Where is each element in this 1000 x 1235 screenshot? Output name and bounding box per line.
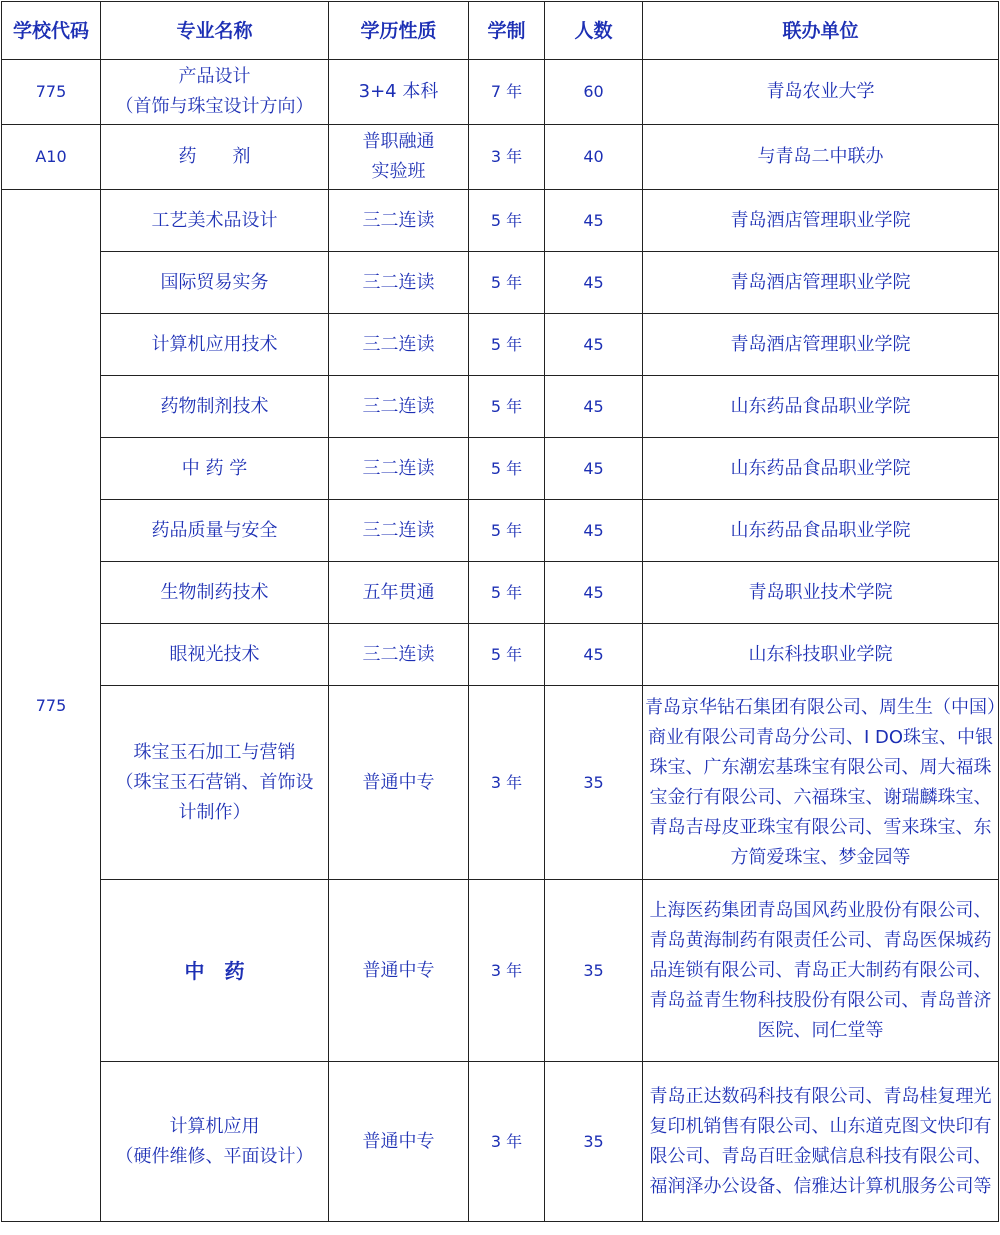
cell-term: 5 年 (469, 624, 545, 686)
cell-count: 45 (545, 376, 643, 438)
major-line: 计制作） (178, 801, 251, 823)
major-line: 药 剂 (178, 146, 251, 167)
cell-nature: 普通中专 (329, 880, 469, 1062)
table-row (2, 314, 999, 376)
cell-term: 3 年 (469, 686, 545, 880)
header-row (2, 2, 999, 60)
cell-nature: 三二连读 (329, 252, 469, 314)
cell-term: 7 年 (469, 60, 545, 125)
cell-nature: 三二连读 (329, 190, 469, 252)
cell-count: 45 (545, 624, 643, 686)
cell-nature: 三二连读 (329, 376, 469, 438)
cell-term: 3 年 (469, 1062, 545, 1222)
cell-major: 计算机应用技术 (101, 314, 329, 376)
major-line: 产品设计 (178, 66, 251, 87)
major-line: （珠宝玉石营销、首饰设 (115, 771, 314, 793)
cell-nature (329, 125, 469, 190)
table-row (2, 376, 999, 438)
cell-nature: 三二连读 (329, 624, 469, 686)
major-line: 计算机应用 (169, 1115, 260, 1137)
header-unit: 联办单位 (643, 2, 999, 60)
cell-count: 45 (545, 314, 643, 376)
cell-major: 药品质量与安全 (101, 500, 329, 562)
cell-unit: 青岛酒店管理职业学院 (643, 314, 999, 376)
cell-major (101, 60, 329, 125)
table-row (2, 60, 999, 125)
table-row (2, 438, 999, 500)
cell-major (101, 1062, 329, 1222)
cell-nature: 三二连读 (329, 314, 469, 376)
cell-count: 45 (545, 500, 643, 562)
cell-major: 药物制剂技术 (101, 376, 329, 438)
cell-term: 5 年 (469, 314, 545, 376)
cell-term: 5 年 (469, 190, 545, 252)
cell-term: 5 年 (469, 500, 545, 562)
cell-unit: 上海医药集团青岛国风药业股份有限公司、青岛黄海制药有限责任公司、青岛医保城药品连锁有限公司、青岛正大制药有限公司、青岛益青生物科技股份有限公司、青岛普济医院、同仁堂等 (643, 880, 999, 1062)
header-nature: 学历性质 (329, 2, 469, 60)
header-major: 专业名称 (101, 2, 329, 60)
cell-unit: 青岛酒店管理职业学院 (643, 252, 999, 314)
cell-term: 5 年 (469, 252, 545, 314)
cell-unit: 青岛农业大学 (643, 60, 999, 125)
cell-count: 40 (545, 125, 643, 190)
cell-code: 775 (2, 60, 101, 125)
header-term: 学制 (469, 2, 545, 60)
cell-term: 5 年 (469, 562, 545, 624)
cell-nature: 普通中专 (329, 686, 469, 880)
major-line: 珠宝玉石加工与营销 (133, 741, 296, 763)
cell-major (101, 125, 329, 190)
table-row (2, 190, 999, 252)
cell-term: 3 年 (469, 125, 545, 190)
cell-term: 3 年 (469, 880, 545, 1062)
cell-major: 工艺美术品设计 (101, 190, 329, 252)
cell-unit: 青岛正达数码科技有限公司、青岛桂复理光复印机销售有限公司、山东道克图文快印有限公司、青岛百旺金赋信息科技有限公司、福润泽办公设备、信雅达计算机服务公司等 (643, 1062, 999, 1222)
cell-major: 中 药 学 (101, 438, 329, 500)
cell-count: 45 (545, 190, 643, 252)
cell-count: 35 (545, 686, 643, 880)
table-row (2, 125, 999, 190)
table-row (2, 880, 999, 1062)
cell-nature: 三二连读 (329, 438, 469, 500)
cell-unit: 山东药品食品职业学院 (643, 500, 999, 562)
cell-unit: 山东科技职业学院 (643, 624, 999, 686)
cell-count: 45 (545, 562, 643, 624)
nature-text: 普职融通实验班 (362, 131, 435, 182)
cell-unit: 青岛职业技术学院 (643, 562, 999, 624)
header-count: 人数 (545, 2, 643, 60)
cell-term: 5 年 (469, 376, 545, 438)
cell-major: 生物制药技术 (101, 562, 329, 624)
table-row (2, 624, 999, 686)
cell-unit: 青岛京华钻石集团有限公司、周生生（中国）商业有限公司青岛分公司、I DO珠宝、中银珠宝、广东潮宏基珠宝有限公司、周大福珠宝金行有限公司、六福珠宝、谢瑞麟珠宝、青岛吉母皮亚珠宝有限公司、雪来珠宝、东方简爱珠宝、梦金园等 (643, 686, 999, 880)
enrollment-table (1, 1, 999, 1222)
cell-count: 45 (545, 252, 643, 314)
table-row (2, 686, 999, 880)
cell-major: 中 药 (101, 880, 329, 1062)
cell-nature: 3+4 本科 (329, 60, 469, 125)
table-row (2, 252, 999, 314)
cell-count: 45 (545, 438, 643, 500)
cell-term: 5 年 (469, 438, 545, 500)
table-row (2, 1062, 999, 1222)
table-row (2, 562, 999, 624)
cell-unit: 山东药品食品职业学院 (643, 376, 999, 438)
cell-nature: 三二连读 (329, 500, 469, 562)
cell-nature: 普通中专 (329, 1062, 469, 1222)
cell-major (101, 686, 329, 880)
major-line: （硬件维修、平面设计） (115, 1145, 314, 1167)
cell-count: 35 (545, 1062, 643, 1222)
header-code: 学校代码 (2, 2, 101, 60)
cell-unit: 山东药品食品职业学院 (643, 438, 999, 500)
cell-code: 775 (2, 190, 101, 1222)
cell-major: 眼视光技术 (101, 624, 329, 686)
major-line: （首饰与珠宝设计方向） (115, 96, 314, 117)
cell-major: 国际贸易实务 (101, 252, 329, 314)
cell-unit: 与青岛二中联办 (643, 125, 999, 190)
cell-count: 35 (545, 880, 643, 1062)
table-row (2, 500, 999, 562)
cell-nature: 五年贯通 (329, 562, 469, 624)
cell-unit: 青岛酒店管理职业学院 (643, 190, 999, 252)
cell-count: 60 (545, 60, 643, 125)
cell-code: A10 (2, 125, 101, 190)
